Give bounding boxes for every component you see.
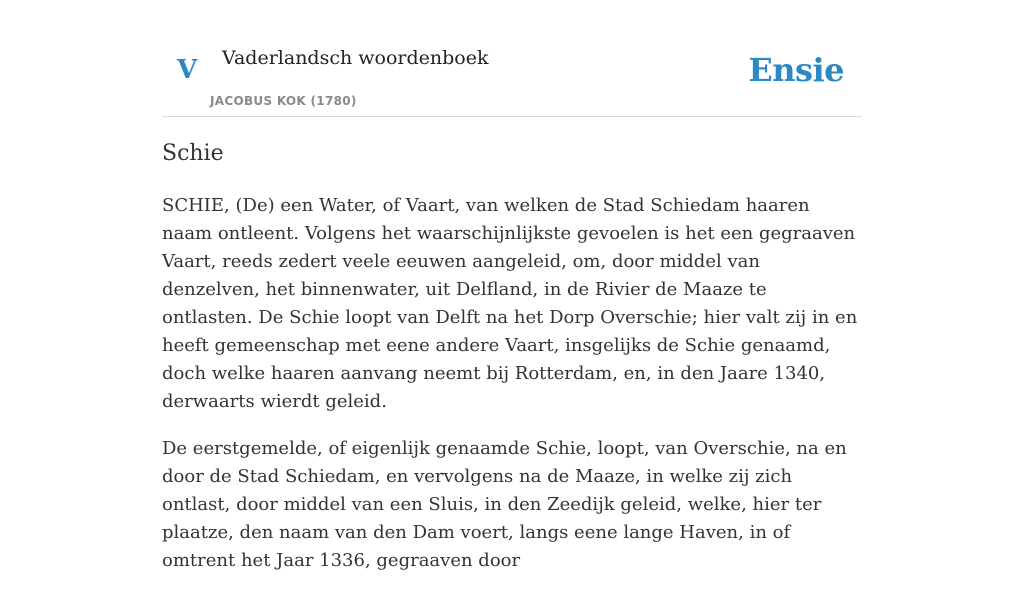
book-header xyxy=(162,0,862,117)
entry-body xyxy=(162,192,862,594)
entry-paragraph: SCHIE, (De) een Water, of Vaart, van welken de Stad Schiedam haaren naam ontleent. Volgens het waarschijnlijkste gevoelen is het een gegraaven Vaart, reeds zedert veele eeuwen aangeleid, om, door middel van denzelven, het binnenwater, uit Delfland, in de Rivier de Maaze te ontlasten. De Schie loopt van Delft na het Dorp Overschie; hier valt zij in en heeft gemeenschap met eene andere Vaart, insgelijks de Schie genaamd, doch welke haaren aanvang neemt bij Rotterdam, en, in den Jaare 1340, derwaarts wierdt geleid. xyxy=(162,195,858,412)
entry-headword: Schie xyxy=(162,141,224,166)
entry-paragraph: De eerstgemelde, of eigenlijk genaamde Schie, loopt, van Overschie, na en door de Stad Schiedam, en vervolgens na de Maaze, in welke zij zich ontlast, door middel van een Sluis, in den Zeedijk geleid, welke, hier ter plaatze, den naam van den Dam voert, langs eene lange Haven, in of omtrent het Jaar 1336, gegraaven door xyxy=(162,438,847,571)
book-letter-badge: V xyxy=(177,55,198,85)
ensie-logo-link[interactable]: Ensie xyxy=(748,51,844,89)
book-author: JACOBUS KOK (1780) xyxy=(210,94,357,108)
book-title-link[interactable]: Vaderlandsch woordenboek xyxy=(222,47,489,69)
